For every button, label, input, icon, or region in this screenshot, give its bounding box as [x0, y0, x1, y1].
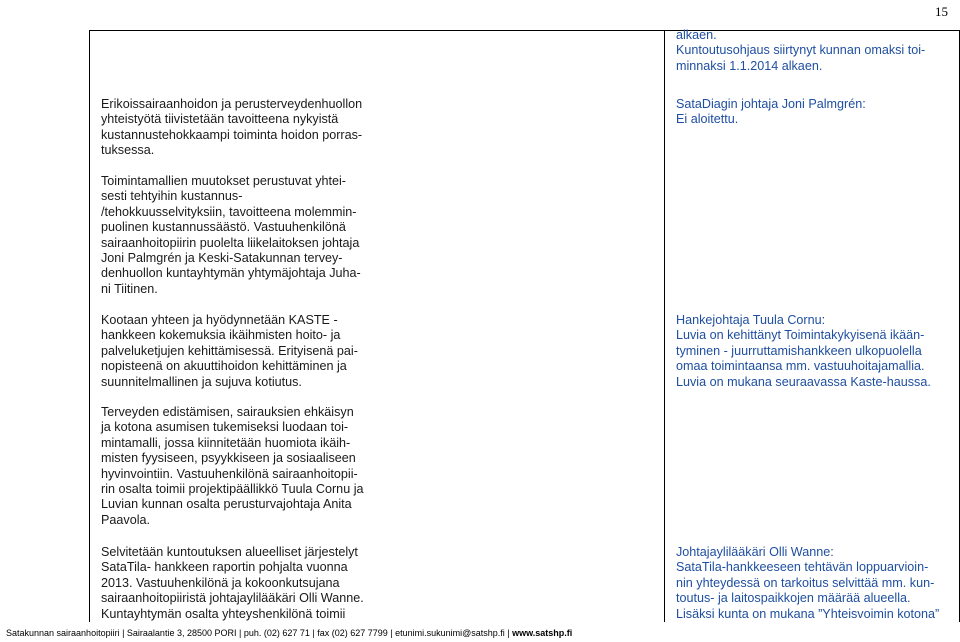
- table-column-divider: [664, 30, 665, 622]
- right-paragraph-1: alkaen. Kuntoutusohjaus siirtynyt kunnan omaksi toi- minnaksi 1.1.2014 alkaen.: [676, 28, 926, 73]
- left-paragraph-1: Erikoissairaanhoidon ja perusterveydenhuollon yhteistyötä tiivistetään tavoitteena nykyistä kustannustehokkaampi toiminta hoidon porras- tuksessa.: [101, 97, 363, 158]
- footer-website-link[interactable]: www.satshp.fi: [512, 628, 573, 638]
- right-paragraph-4: Johtajaylilääkäri Olli Wanne: SataTila-hankkeeseen tehtävän loppuarvioin- nin yhteydessä on tarkoitus selvittää mm. kun- toutus- ja laitospaikkojen määrää alueella. Lisäksi kunta on mukana ”Yhteisvoimin kotona”: [676, 545, 940, 621]
- left-paragraph-2: Toimintamallien muutokset perustuvat yhtei- sesti tehtyihin kustannus- /tehokkuusselvityksiin, tavoitteena molemmin- puolinen kustannussäästö. Vastuuhenkilönä sairaanhoitopiirin puolelta liikelaitoksen johtaja Joni Palmgrén ja Keski-Satakunnan tervey- denhuollon kuntayhtymän yhtymäjohtaja Juha- ni Tiitinen.: [101, 174, 361, 296]
- table-left-border: [89, 30, 90, 622]
- page-footer: [6, 628, 572, 638]
- page-number: 15: [935, 4, 948, 19]
- left-paragraph-5: Selvitetään kuntoutuksen alueelliset järjestelyt SataTila- hankkeen raportin pohjalta vuonna 2013. Vastuuhenkilönä ja kokoonkutsujana sairaanhoitopiiristä johtajaylilääkäri Olli Wanne. Kuntayhtymän osalta yhteyshenkilönä toimii: [101, 545, 364, 621]
- left-paragraph-4: Terveyden edistämisen, sairauksien ehkäisyn ja kotona asumisen tukemiseksi luodaan toi- mintamalli, jossa kiinnitetään huomiota ikäih- misten fyysiseen, psyykkiseen ja sosiaaliseen hyvinvointiin. Vastuuhenkilönä sairaanhoitopii- rin osalta toimii projektipäällikkö Tuula Cornu ja Luvian kunnan osalta perusturvajohtaja Anita Paavola.: [101, 405, 364, 527]
- footer-contact-text: Satakunnan sairaanhoitopiiri | Sairaalantie 3, 28500 PORI | puh. (02) 627 71 | fax (02) 627 7799 | etunimi.sukunimi@satshp.fi |: [6, 628, 513, 638]
- right-paragraph-2: SataDiagin johtaja Joni Palmgrén: Ei aloitettu.: [676, 97, 866, 127]
- right-paragraph-3: Hankejohtaja Tuula Cornu: Luvia on kehittänyt Toimintakykyisenä ikään- tyminen - juurruttamishankkeen ulkopuolella omaa toimintaansa mm. vastuuhoitajamallia. Luvia on mukana seuraavassa Kaste-haussa.: [676, 313, 931, 389]
- left-paragraph-3: Kootaan yhteen ja hyödynnetään KASTE - hankkeen kokemuksia ikäihmisten hoito- ja palveluketjujen kehittämisessä. Erityisenä pai- nopisteenä on akuuttihoidon kehittäminen ja suunnitelmallinen ja sujuva kotiutus.: [101, 313, 358, 389]
